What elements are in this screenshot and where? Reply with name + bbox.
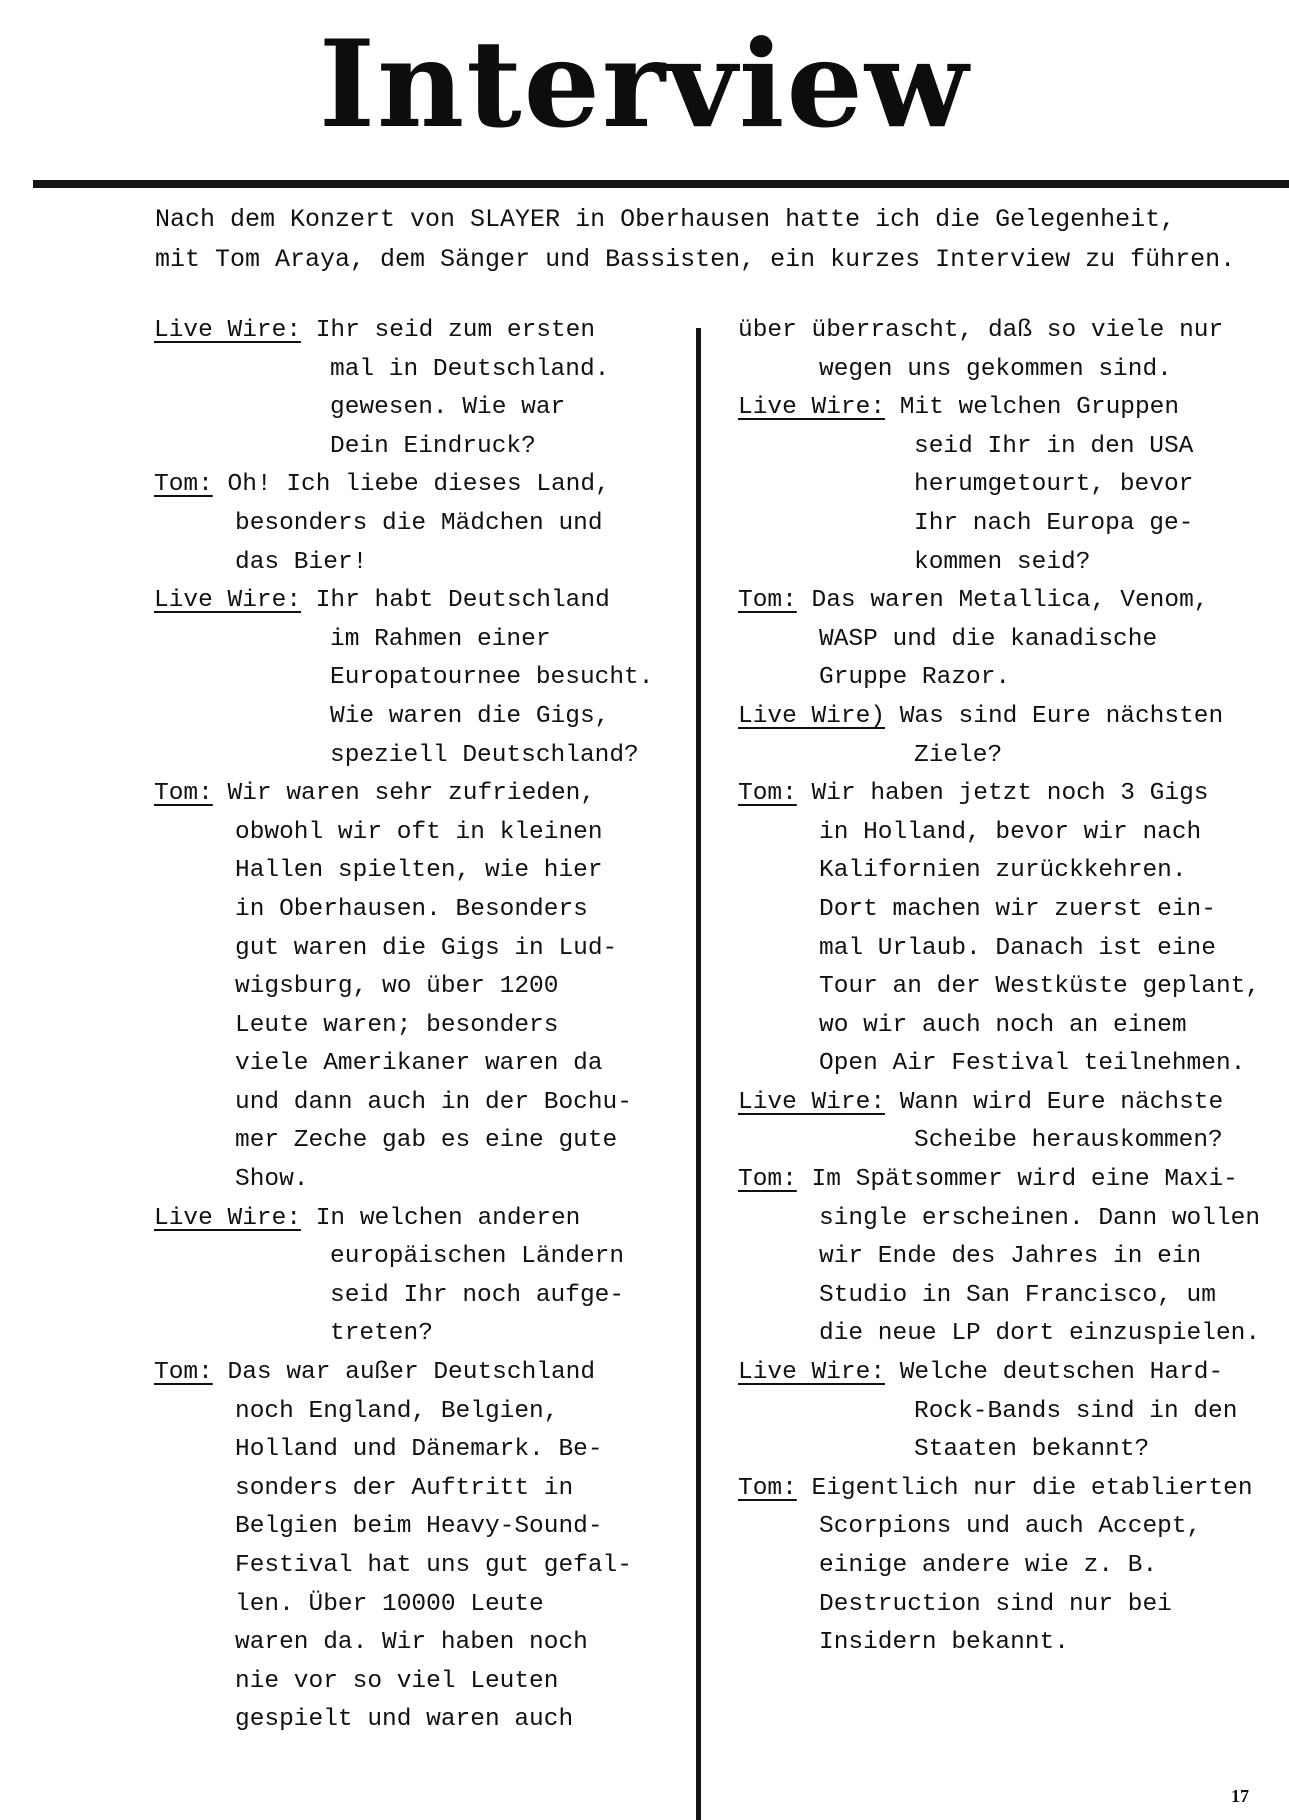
line-text: Wir waren sehr zufrieden, bbox=[212, 780, 596, 808]
interview-line bbox=[154, 1200, 674, 1239]
line-text: Tour an der Westküste geplant, bbox=[819, 973, 1261, 1001]
line-text: Im Spätsommer wird eine Maxi- bbox=[796, 1166, 1238, 1194]
line-text: die neue LP dort einzuspielen. bbox=[819, 1320, 1261, 1348]
speaker-label: Live Wire: bbox=[154, 1204, 302, 1232]
interview-line bbox=[154, 737, 674, 776]
line-text: das Bier! bbox=[235, 548, 368, 576]
interview-line bbox=[738, 1238, 1289, 1277]
interview-line bbox=[738, 1431, 1289, 1470]
line-text: Dort machen wir zuerst ein- bbox=[819, 895, 1216, 923]
line-text: Das war außer Deutschland bbox=[212, 1359, 596, 1387]
interview-line bbox=[738, 1007, 1289, 1046]
line-text: wegen uns gekommen sind. bbox=[819, 355, 1172, 383]
title-rule bbox=[33, 180, 1289, 188]
line-text: nie vor so viel Leuten bbox=[235, 1667, 559, 1695]
interview-line bbox=[738, 968, 1289, 1007]
line-text: wir Ende des Jahres in ein bbox=[819, 1243, 1202, 1271]
line-text: kommen seid? bbox=[914, 548, 1091, 576]
line-text: viele Amerikaner waren da bbox=[235, 1050, 603, 1078]
line-text: WASP und die kanadische bbox=[819, 625, 1158, 653]
interview-line bbox=[738, 389, 1289, 428]
interview-line bbox=[154, 775, 674, 814]
interview-line bbox=[154, 582, 674, 621]
line-text: gut waren die Gigs in Lud- bbox=[235, 934, 618, 962]
line-text: noch England, Belgien, bbox=[235, 1397, 559, 1425]
interview-line bbox=[738, 659, 1289, 698]
line-text: Scorpions und auch Accept, bbox=[819, 1513, 1202, 1541]
interview-line bbox=[154, 698, 674, 737]
line-text: Festival hat uns gut gefal- bbox=[235, 1552, 632, 1579]
line-text: treten? bbox=[330, 1320, 433, 1348]
interview-line bbox=[154, 1045, 674, 1084]
interview-line bbox=[738, 1084, 1289, 1123]
interview-line bbox=[154, 1393, 674, 1432]
interview-line bbox=[154, 1663, 674, 1702]
line-text: seid Ihr noch aufge- bbox=[330, 1281, 625, 1309]
line-text: und dann auch in der Bochu- bbox=[235, 1088, 632, 1116]
line-text: im Rahmen einer bbox=[330, 625, 551, 653]
interview-line bbox=[738, 466, 1289, 505]
speaker-label: Tom: bbox=[154, 1359, 213, 1387]
interview-line bbox=[738, 891, 1289, 930]
line-text: wigsburg, wo über 1200 bbox=[235, 973, 559, 1001]
interview-line bbox=[154, 1624, 674, 1663]
line-text: Insidern bekannt. bbox=[819, 1629, 1069, 1657]
interview-line bbox=[154, 1238, 674, 1277]
line-text: herumgetourt, bevor bbox=[914, 471, 1194, 499]
line-text: Eigentlich nur die etablierten bbox=[796, 1474, 1253, 1502]
speaker-label: Live Wire: bbox=[738, 1088, 886, 1116]
interview-line bbox=[154, 1161, 674, 1200]
interview-line bbox=[154, 852, 674, 891]
interview-line bbox=[738, 1470, 1289, 1509]
speaker-label: Tom: bbox=[154, 471, 213, 499]
interview-line bbox=[738, 698, 1289, 737]
interview-line bbox=[154, 1122, 674, 1161]
line-text: Kalifornien zurückkehren. bbox=[819, 857, 1187, 885]
line-text: Mit welchen Gruppen bbox=[885, 394, 1180, 422]
interview-line bbox=[154, 466, 674, 505]
interview-line bbox=[154, 1315, 674, 1354]
line-text: waren da. Wir haben noch bbox=[235, 1629, 588, 1657]
column-divider bbox=[696, 328, 701, 1820]
interview-line bbox=[154, 1586, 674, 1625]
line-text: Ihr habt Deutschland bbox=[301, 587, 610, 615]
speaker-label: Tom: bbox=[154, 780, 213, 808]
left-column bbox=[154, 312, 674, 1740]
page-number: 17 bbox=[1231, 1786, 1249, 1806]
line-text: Ihr nach Europa ge- bbox=[914, 509, 1194, 537]
line-text: Scheibe herauskommen? bbox=[914, 1127, 1223, 1155]
speaker-label: Live Wire) bbox=[738, 702, 886, 730]
line-text: Belgien beim Heavy-Sound- bbox=[235, 1513, 603, 1541]
interview-line bbox=[154, 1431, 674, 1470]
interview-line bbox=[154, 1470, 674, 1509]
speaker-label: Tom: bbox=[738, 780, 797, 808]
line-text: Gruppe Razor. bbox=[819, 664, 1011, 692]
interview-line bbox=[738, 814, 1289, 853]
speaker-label: Live Wire: bbox=[154, 587, 302, 615]
interview-line bbox=[738, 312, 1289, 351]
interview-line bbox=[154, 930, 674, 969]
line-text: in Oberhausen. Besonders bbox=[235, 895, 588, 923]
page-title: Interview bbox=[318, 14, 971, 155]
interview-line bbox=[154, 1547, 674, 1586]
interview-line bbox=[154, 1277, 674, 1316]
interview-line bbox=[154, 1007, 674, 1046]
line-text: sonders der Auftritt in bbox=[235, 1474, 574, 1502]
line-text: gespielt und waren auch bbox=[235, 1706, 574, 1734]
line-text: Holland und Dänemark. Be- bbox=[235, 1436, 603, 1464]
interview-line bbox=[738, 930, 1289, 969]
line-text: Wie waren die Gigs, bbox=[330, 702, 610, 730]
line-text: Hallen spielten, wie hier bbox=[235, 857, 603, 885]
line-text: single erscheinen. Dann wollen bbox=[819, 1204, 1261, 1232]
interview-line bbox=[738, 1508, 1289, 1547]
line-text: über überrascht, daß so viele nur bbox=[738, 317, 1224, 344]
intro-line: mit Tom Araya, dem Sänger und Bassisten, ein kurzes Interview zu führen. bbox=[155, 245, 1236, 274]
interview-line bbox=[738, 505, 1289, 544]
line-text: len. Über 10000 Leute bbox=[235, 1590, 544, 1618]
line-text: Ihr seid zum ersten bbox=[301, 317, 596, 344]
line-text: in Holland, bevor wir nach bbox=[819, 818, 1202, 846]
interview-line bbox=[154, 891, 674, 930]
line-text: Was sind Eure nächsten bbox=[885, 702, 1224, 730]
interview-line bbox=[738, 1161, 1289, 1200]
line-text: Open Air Festival teilnehmen. bbox=[819, 1050, 1246, 1078]
line-text: Studio in San Francisco, um bbox=[819, 1281, 1216, 1309]
interview-line bbox=[738, 351, 1289, 390]
speaker-label: Tom: bbox=[738, 1474, 797, 1502]
line-text: europäischen Ländern bbox=[330, 1243, 625, 1271]
line-text: Oh! Ich liebe dieses Land, bbox=[212, 471, 610, 499]
interview-line bbox=[154, 1508, 674, 1547]
speaker-label: Live Wire: bbox=[738, 394, 886, 422]
interview-line bbox=[738, 775, 1289, 814]
speaker-label: Live Wire: bbox=[738, 1359, 886, 1387]
interview-line bbox=[738, 1122, 1289, 1161]
interview-line bbox=[738, 1315, 1289, 1354]
line-text: Destruction sind nur bei bbox=[819, 1590, 1172, 1618]
interview-line bbox=[738, 621, 1289, 660]
line-text: wo wir auch noch an einem bbox=[819, 1011, 1187, 1039]
interview-line bbox=[154, 428, 674, 467]
interview-line bbox=[738, 544, 1289, 583]
interview-line bbox=[154, 1084, 674, 1123]
line-text: seid Ihr in den USA bbox=[914, 432, 1194, 460]
interview-line bbox=[738, 1045, 1289, 1084]
line-text: Wir haben jetzt noch 3 Gigs bbox=[796, 780, 1209, 808]
interview-line bbox=[738, 1354, 1289, 1393]
interview-line bbox=[738, 1277, 1289, 1316]
interview-line bbox=[738, 852, 1289, 891]
interview-line bbox=[154, 814, 674, 853]
interview-line bbox=[154, 351, 674, 390]
interview-line bbox=[154, 659, 674, 698]
line-text: Leute waren; besonders bbox=[235, 1011, 559, 1039]
intro-line: Nach dem Konzert von SLAYER in Oberhausen hatte ich die Gelegenheit, bbox=[155, 205, 1176, 234]
interview-line bbox=[738, 737, 1289, 776]
interview-line bbox=[738, 428, 1289, 467]
line-text: besonders die Mädchen und bbox=[235, 509, 603, 537]
line-text: Das waren Metallica, Venom, bbox=[796, 587, 1209, 615]
right-column bbox=[738, 312, 1289, 1663]
interview-line bbox=[738, 582, 1289, 621]
interview-line bbox=[738, 1393, 1289, 1432]
interview-line bbox=[738, 1624, 1289, 1663]
line-text: obwohl wir oft in kleinen bbox=[235, 818, 603, 846]
interview-line bbox=[154, 1354, 674, 1393]
line-text: speziell Deutschland? bbox=[330, 741, 639, 769]
interview-line bbox=[154, 505, 674, 544]
line-text: Dein Eindruck? bbox=[330, 432, 536, 460]
interview-line bbox=[154, 1701, 674, 1740]
line-text: In welchen anderen bbox=[301, 1204, 581, 1232]
interview-line bbox=[154, 389, 674, 428]
line-text: Staaten bekannt? bbox=[914, 1436, 1150, 1464]
speaker-label: Tom: bbox=[738, 1166, 797, 1194]
speaker-label: Live Wire: bbox=[154, 317, 302, 344]
line-text: Show. bbox=[235, 1166, 309, 1194]
line-text: Welche deutschen Hard- bbox=[885, 1359, 1224, 1387]
line-text: Wann wird Eure nächste bbox=[885, 1088, 1224, 1116]
interview-line bbox=[154, 544, 674, 583]
interview-line bbox=[154, 621, 674, 660]
speaker-label: Tom: bbox=[738, 587, 797, 615]
interview-line bbox=[738, 1586, 1289, 1625]
line-text: Europatournee besucht. bbox=[330, 664, 654, 692]
line-text: mer Zeche gab es eine gute bbox=[235, 1127, 618, 1155]
line-text: mal in Deutschland. bbox=[330, 355, 610, 383]
interview-line bbox=[738, 1200, 1289, 1239]
intro-paragraph bbox=[155, 200, 1289, 280]
line-text: einige andere wie z. B. bbox=[819, 1552, 1158, 1579]
line-text: gewesen. Wie war bbox=[330, 394, 566, 422]
line-text: Ziele? bbox=[914, 741, 1003, 769]
interview-line bbox=[154, 312, 674, 351]
line-text: mal Urlaub. Danach ist eine bbox=[819, 934, 1216, 962]
interview-line bbox=[738, 1547, 1289, 1586]
line-text: Rock-Bands sind in den bbox=[914, 1397, 1238, 1425]
interview-line bbox=[154, 968, 674, 1007]
